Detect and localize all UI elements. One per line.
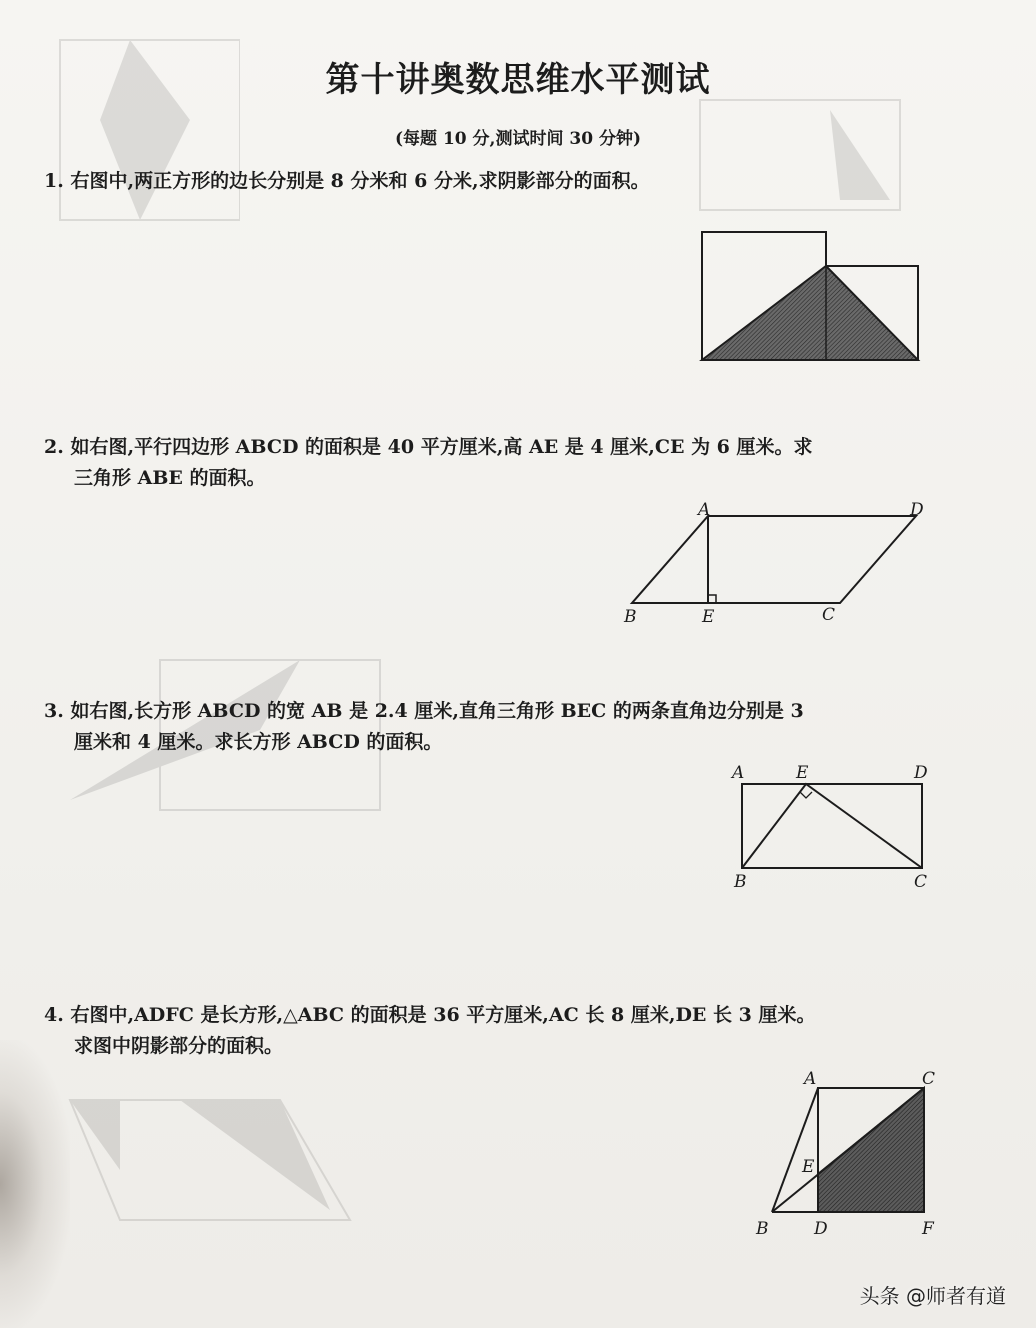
label-e: E bbox=[802, 1157, 815, 1177]
label-d: D bbox=[814, 1219, 828, 1239]
watermark: 头条 @师者有道 bbox=[859, 1284, 1006, 1308]
right-angle-mark bbox=[708, 595, 716, 603]
shaded-region bbox=[818, 1088, 924, 1212]
question-1 bbox=[44, 166, 944, 197]
label-b: B bbox=[734, 872, 747, 892]
parallelogram-abcd bbox=[632, 516, 916, 603]
triangle-bec bbox=[742, 784, 922, 868]
question-1-text: 1. 右图中,两正方形的边长分别是 8 分米和 6 分米,求阴影部分的面积。 bbox=[44, 170, 650, 192]
label-b: B bbox=[624, 607, 637, 627]
question-2-figure bbox=[616, 500, 936, 630]
bleed-through-figure bbox=[60, 1080, 360, 1240]
label-c: C bbox=[822, 605, 836, 625]
label-e: E bbox=[702, 607, 715, 627]
label-c: C bbox=[922, 1069, 936, 1089]
label-d: D bbox=[910, 500, 924, 520]
question-4-text-line-1: 4. 右图中,ADFC 是长方形,△ABC 的面积是 36 平方厘米,AC 长 8 厘米,DE 长 3 厘米。 bbox=[44, 1004, 816, 1026]
question-3 bbox=[44, 696, 944, 758]
label-a: A bbox=[804, 1069, 817, 1089]
question-3-text-line-1: 3. 如右图,长方形 ABCD 的宽 AB 是 2.4 厘米,直角三角形 BEC 的两条直角边分别是 3 bbox=[44, 700, 804, 722]
page-subtitle: (每题 10 分,测试时间 30 分钟) bbox=[395, 129, 641, 149]
question-4-text-line-2: 求图中阴影部分的面积。 bbox=[74, 1035, 284, 1057]
question-4 bbox=[44, 1000, 944, 1062]
page-title: 第十讲奥数思维水平测试 bbox=[325, 60, 711, 100]
bleed-through-figure bbox=[690, 90, 910, 220]
label-b: B bbox=[756, 1219, 769, 1239]
label-a: A bbox=[732, 763, 745, 783]
question-4-figure bbox=[752, 1066, 952, 1246]
label-c: C bbox=[914, 872, 928, 892]
question-3-text-line-2: 厘米和 4 厘米。求长方形 ABCD 的面积。 bbox=[74, 731, 443, 753]
question-2-text-line-1: 2. 如右图,平行四边形 ABCD 的面积是 40 平方厘米,高 AE 是 4 厘米,CE 为 6 厘米。求 bbox=[44, 436, 813, 458]
question-2 bbox=[44, 432, 944, 494]
label-f: F bbox=[922, 1219, 934, 1239]
shaded-triangle bbox=[702, 266, 918, 360]
question-1-figure bbox=[698, 228, 926, 364]
question-2-text-line-2: 三角形 ABE 的面积。 bbox=[74, 467, 266, 489]
label-d: D bbox=[914, 763, 928, 783]
right-angle-mark bbox=[800, 792, 812, 798]
question-3-figure bbox=[726, 760, 936, 894]
label-e: E bbox=[796, 763, 809, 783]
label-a: A bbox=[698, 500, 711, 520]
rectangle-abcd bbox=[742, 784, 922, 868]
